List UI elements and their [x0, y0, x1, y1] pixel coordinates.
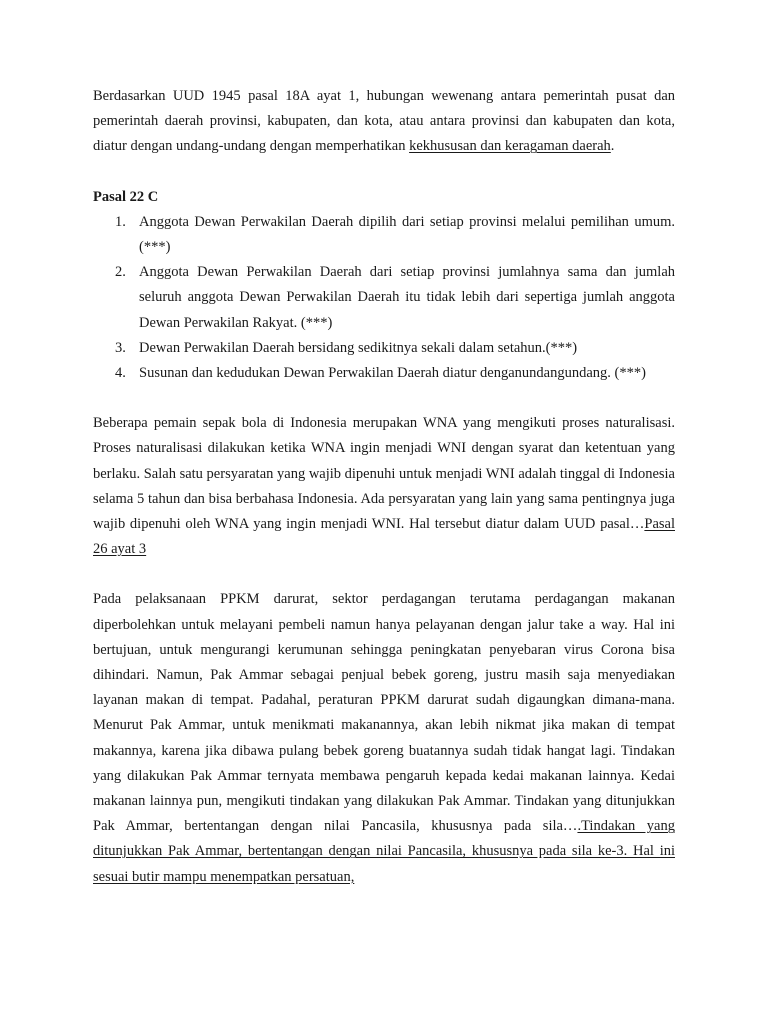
- list-item-text: Susunan dan kedudukan Dewan Perwakilan Daerah diatur denganundangundang. (***): [139, 365, 646, 382]
- paragraph-ppkm: [93, 587, 675, 889]
- list-item-text: Anggota Dewan Perwakilan Daerah dari setiap provinsi jumlahnya sama dan jumlah seluruh anggota Dewan Perwakilan Daerah itu tidak lebih dari sepertiga jumlah anggota Dewan Perwakilan Rakyat. (***): [139, 264, 675, 331]
- underlined-answer-autonomy: kekhususan dan keragaman daerah: [409, 138, 611, 155]
- article-list: [93, 210, 675, 386]
- paragraph-autonomy: [93, 84, 675, 160]
- paragraph-autonomy-text: Berdasarkan UUD 1945 pasal 18A ayat 1, hubungan wewenang antara pemerintah pusat dan pemerintah daerah provinsi, kabupaten, dan kota, atau antara provinsi dan kabupaten dan kota, diatur dengan undang-undang dengan memperhatikan: [93, 88, 675, 155]
- section-pasal-22c: [93, 185, 675, 387]
- list-item-number: 3.: [115, 339, 126, 356]
- list-item-text: Dewan Perwakilan Daerah bersidang sedikitnya sekali dalam setahun.(***): [139, 339, 578, 356]
- paragraph-autonomy-end: .: [610, 138, 615, 155]
- paragraph-naturalization: [93, 411, 675, 562]
- list-item-number: 4.: [115, 365, 126, 382]
- paragraph-naturalization-text: Beberapa pemain sepak bola di Indonesia merupakan WNA yang mengikuti proses naturalisasi. Proses naturalisasi dilakukan ketika WNA ingin menjadi WNI dengan syarat dan ketentuan yang berlaku. Salah satu persyaratan yang wajib dipenuhi untuk menjadi WNI adalah tinggal di Indonesia selama 5 tahun dan bisa berbahasa Indonesia. Ada persyaratan yang lain yang sama pentingnya juga wajib dipenuhi oleh WNA yang ingin menjadi WNI. Hal tersebut diatur dalam UUD pasal…: [93, 415, 675, 533]
- list-item-number: 2.: [115, 264, 126, 281]
- paragraph-ppkm-text: Pada pelaksanaan PPKM darurat, sektor perdagangan terutama perdagangan makanan diperbolehkan untuk melayani pembeli namun hanya pelayanan dengan jalur take a way. Hal ini bertujuan, untuk mengurangi kerumunan sehingga peningkatan penyebaran virus Corona bisa dihindari. Namun, Pak Ammar sebagai penjual bebek goreng, justru masih saja menyediakan layanan makan di tempat. Padahal, peraturan PPKM darurat sudah digaungkan dimana-mana. Menurut Pak Ammar, untuk menikmati makanannya, akan lebih nikmat jika makan di tempat makannya, karena jika dibawa pulang bebek goreng buatannya sudah tidak hangat lagi. Tindakan yang dilakukan Pak Ammar ternyata membawa pengaruh kepada kedai makanan lainnya. Kedai makanan lainnya pun, mengikuti tindakan yang dilakukan Pak Ammar. Tindakan yang ditunjukkan Pak Ammar, bertentangan dengan nilai Pancasila, khususnya pada sila…: [93, 591, 675, 835]
- underlined-answer-ppkm: .Tindakan yang ditunjukkan Pak Ammar, bertentangan dengan nilai Pancasila, khususnya pada sila ke-3. Hal ini sesuai butir mampu menempatkan persatuan,: [93, 818, 675, 885]
- list-item: [93, 361, 675, 386]
- section-heading: Pasal 22 C: [93, 188, 159, 205]
- list-item: [93, 210, 675, 260]
- document-page: [93, 84, 675, 890]
- list-item: [93, 260, 675, 336]
- list-item-text: Anggota Dewan Perwakilan Daerah dipilih dari setiap provinsi melalui pemilihan umum. (***): [139, 213, 675, 256]
- underlined-answer-naturalization: Pasal 26 ayat 3: [93, 516, 675, 558]
- list-item: [93, 336, 675, 361]
- list-item-number: 1.: [115, 213, 126, 230]
